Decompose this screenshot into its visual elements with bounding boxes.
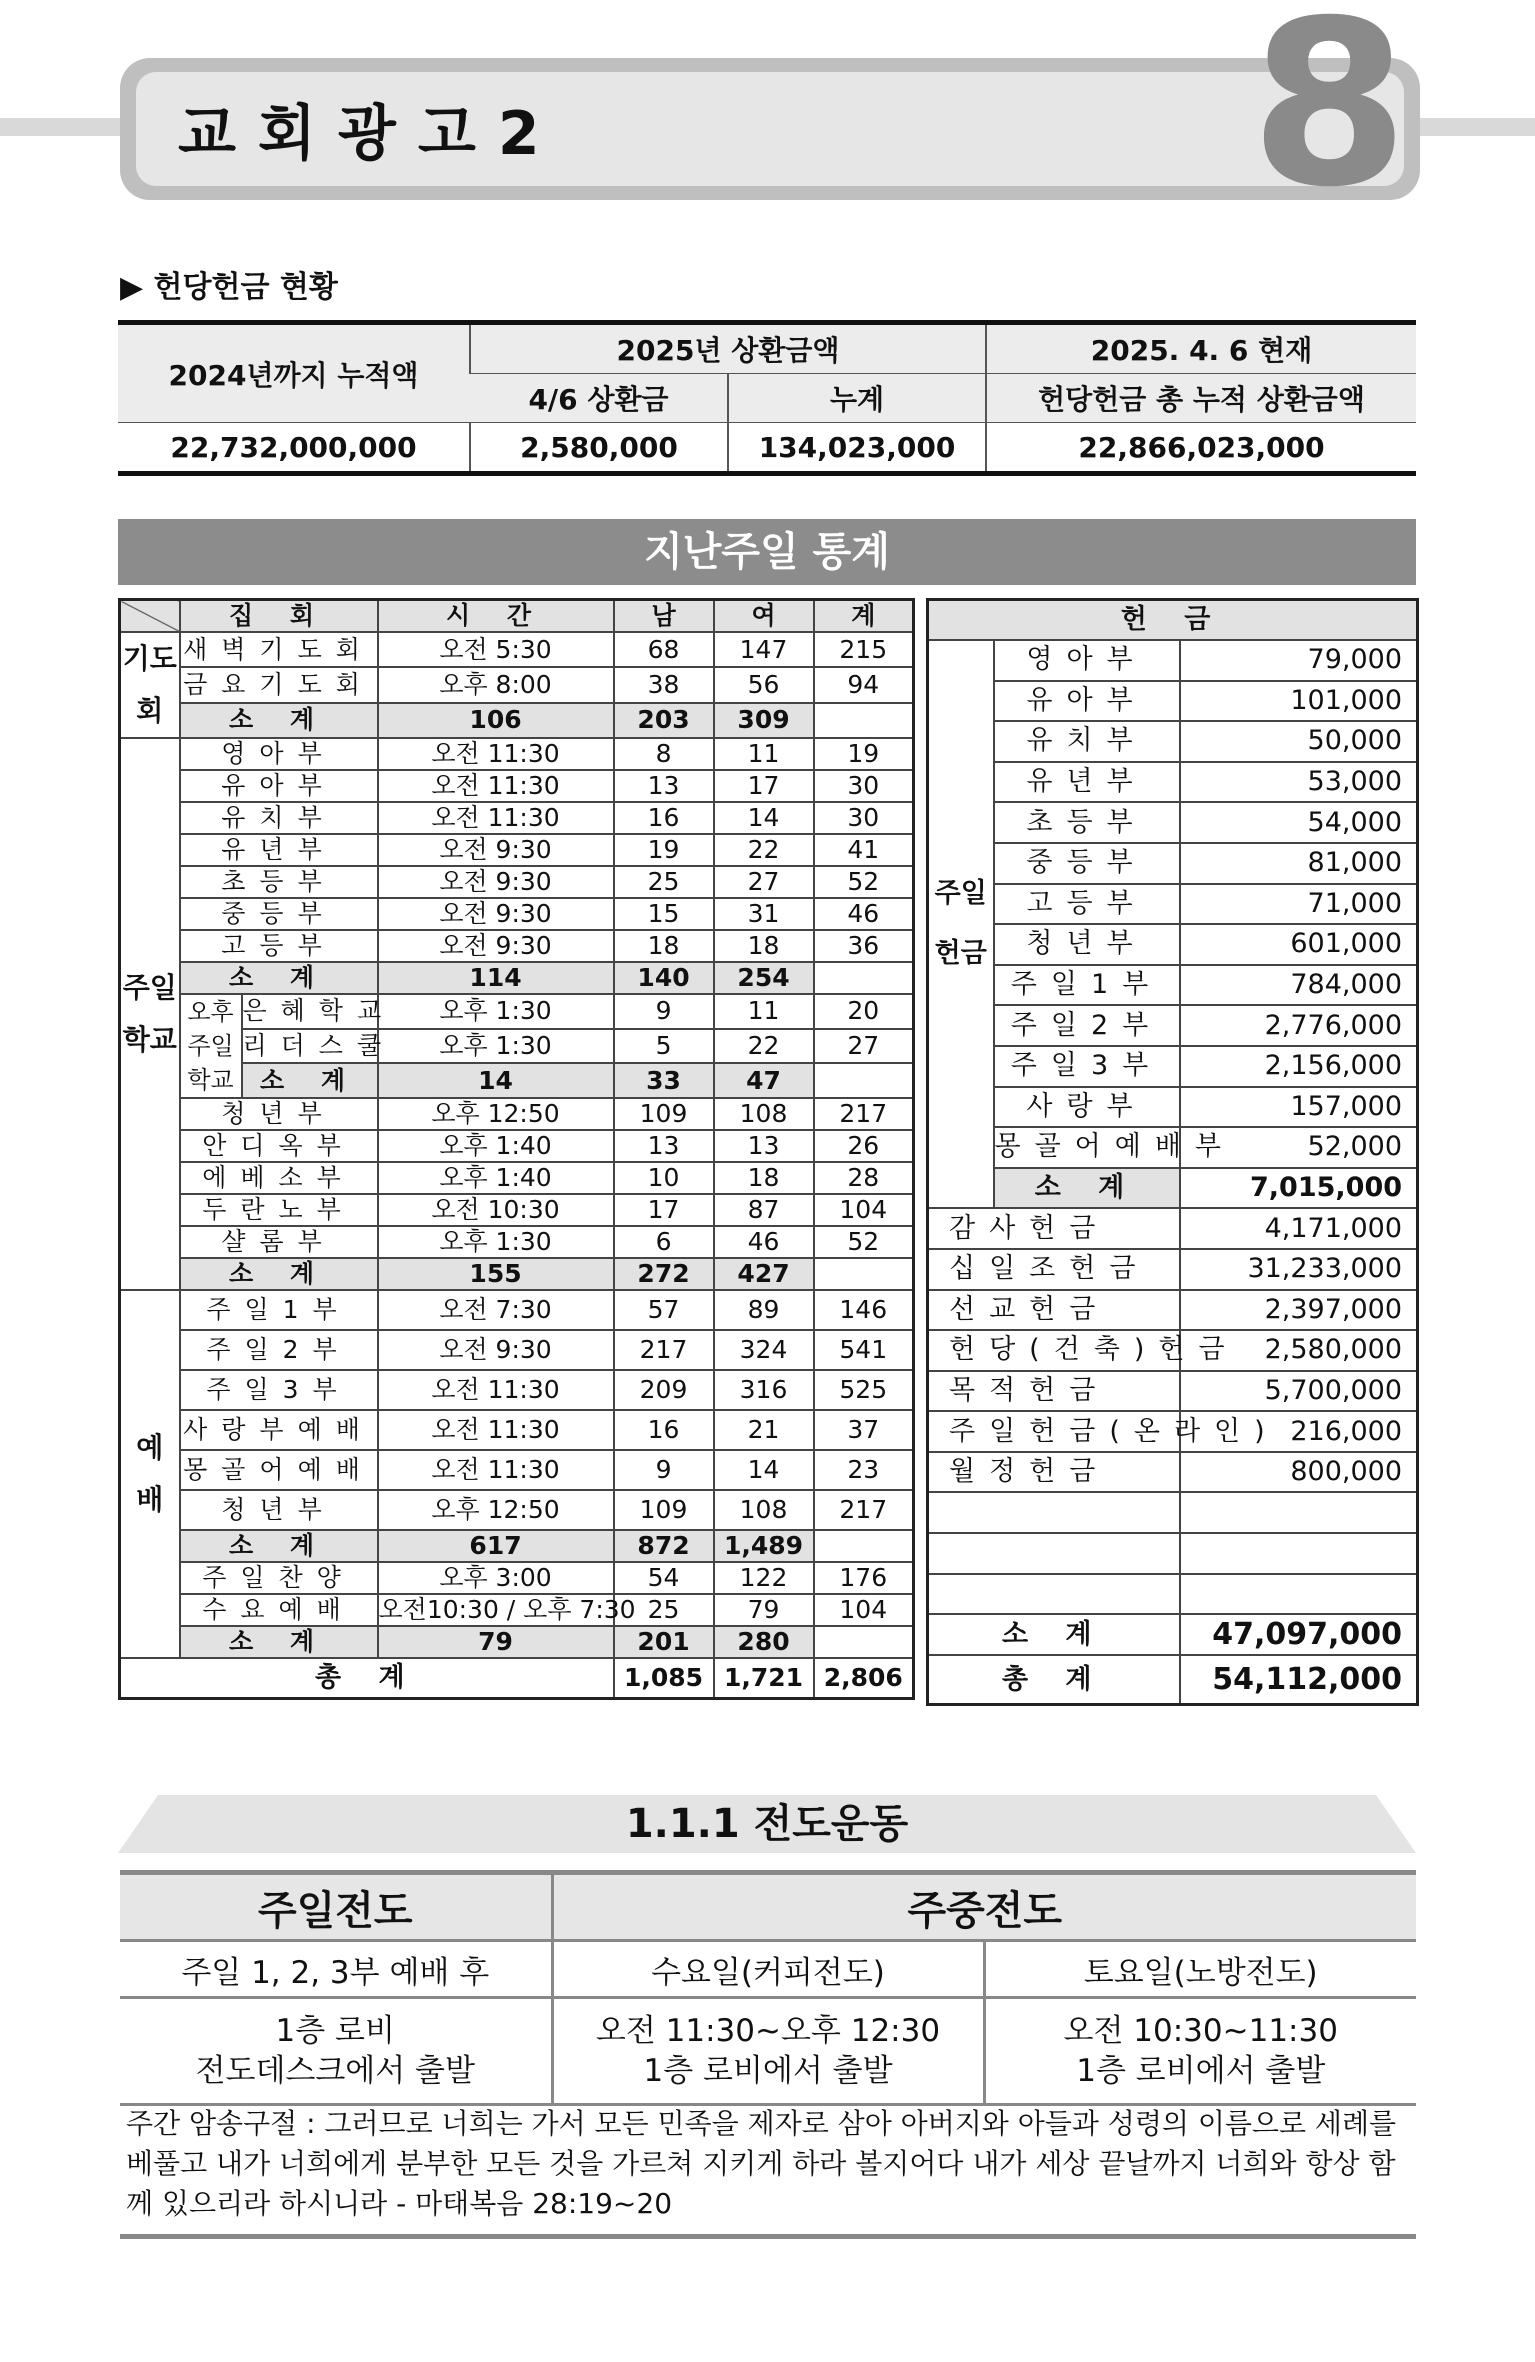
- sum-count: 46: [814, 898, 914, 930]
- female-count: 13: [714, 1130, 814, 1162]
- offering-name: 선교헌금: [928, 1290, 1180, 1331]
- male-count: 10: [614, 1162, 714, 1194]
- header-2025: 2025년 상환금액: [470, 323, 986, 374]
- meeting-header: 집 회: [180, 600, 378, 633]
- female-count: 147: [714, 632, 814, 667]
- offering-subtotal-label: 소 계: [928, 1614, 1180, 1655]
- sunday-subtotal-label: 소 계: [994, 1168, 1180, 1209]
- meeting-time: 오전 9:30: [378, 866, 614, 898]
- female-count: 14: [714, 802, 814, 834]
- corner-cell: [120, 600, 180, 633]
- page-number: 8: [1250, 0, 1409, 237]
- sunday-day: 주일 1, 2, 3부 예배 후: [120, 1941, 552, 1998]
- female-count: 11: [714, 738, 814, 770]
- sum-count: 52: [814, 866, 914, 898]
- offering-name: 초등부: [994, 802, 1180, 843]
- weekly-verse: 주간 암송구절 : 그러므로 너희는 가서 모든 민족을 제자로 삼아 아버지와 아들과 성령의 이름으로 세례를 베풀고 내가 너희에게 분부한 모든 것을 가르쳐 지키게 하라 볼지어다 내가 세상 끝날까지 너희와 항상 함께 있으리라 하시니라 - 마태복음 28:19~20: [126, 2107, 1397, 2220]
- meeting-time: 오전 11:30: [378, 1450, 614, 1490]
- male-count: 25: [614, 1594, 714, 1626]
- evangelism-title: 1.1.1 전도운동: [625, 1801, 909, 1847]
- female-total: 272: [614, 1258, 714, 1290]
- empty-cell: [1180, 1574, 1418, 1615]
- female-total: 872: [614, 1530, 714, 1562]
- meeting-name: 에베소부: [180, 1162, 378, 1194]
- offering-status-table: [118, 320, 1416, 476]
- meeting-time: 오전 9:30: [378, 1330, 614, 1370]
- meeting-name: 두란노부: [180, 1194, 378, 1226]
- sum-count: 26: [814, 1130, 914, 1162]
- empty-cell: [1180, 1492, 1418, 1533]
- offering-status-label: ▶ 헌당헌금 현황: [120, 270, 338, 305]
- meeting-time: 오전 9:30: [378, 930, 614, 962]
- offering-value: 50,000: [1180, 721, 1418, 762]
- meeting-name: 초등부: [180, 866, 378, 898]
- subtotal-label: 소 계: [180, 1258, 378, 1290]
- male-count: 17: [614, 1194, 714, 1226]
- offering-name: 헌당(건축)헌금: [928, 1330, 1180, 1371]
- header-current-2: 헌당헌금 총 누적 상환금액: [986, 374, 1416, 423]
- female-count: 46: [714, 1226, 814, 1258]
- meeting-time: 오전 11:30: [378, 1410, 614, 1450]
- empty-cell: [1180, 1533, 1418, 1574]
- sunday-detail: 1층 로비 전도데스크에서 출발: [120, 1998, 552, 2105]
- sum-count: 23: [814, 1450, 914, 1490]
- offering-value: 79,000: [1180, 640, 1418, 681]
- header-0406: 4/6 상환금: [470, 374, 728, 423]
- sum-count: 176: [814, 1562, 914, 1594]
- meeting-time: 오후 1:30: [378, 994, 614, 1029]
- male-count: 57: [614, 1290, 714, 1330]
- offering-value: 2,397,000: [1180, 1290, 1418, 1331]
- offering-value: 2,580,000: [1180, 1330, 1418, 1371]
- offering-name: 십일조헌금: [928, 1249, 1180, 1290]
- offering-value: 101,000: [1180, 681, 1418, 722]
- female-count: 324: [714, 1330, 814, 1370]
- offering-value: 52,000: [1180, 1127, 1418, 1168]
- sum-count: 217: [814, 1098, 914, 1130]
- male-count: 13: [614, 1130, 714, 1162]
- male-count: 16: [614, 802, 714, 834]
- sum-count: 41: [814, 834, 914, 866]
- offering-header: 헌 금: [928, 600, 1418, 641]
- meeting-time: 오전 11:30: [378, 770, 614, 802]
- meeting-time: 오후 3:00: [378, 1562, 614, 1594]
- bottom-rule: [120, 2234, 1416, 2239]
- male-header: 남: [614, 600, 714, 633]
- meeting-time: 오전 11:30: [378, 738, 614, 770]
- female-count: 79: [714, 1594, 814, 1626]
- male-count: 5: [614, 1029, 714, 1064]
- offering-subtotal-value: 47,097,000: [1180, 1614, 1418, 1655]
- female-count: 18: [714, 930, 814, 962]
- category-sunday-school: 주일학교: [120, 738, 180, 1290]
- sum-count: 30: [814, 770, 914, 802]
- meeting-name: 영아부: [180, 738, 378, 770]
- meeting-name: 주일3부: [180, 1370, 378, 1410]
- meeting-name: 안디옥부: [180, 1130, 378, 1162]
- male-count: 8: [614, 738, 714, 770]
- meeting-time: 오전10:30 / 오후 7:30: [378, 1595, 636, 1624]
- sum-count: 27: [814, 1029, 914, 1064]
- female-count: 11: [714, 994, 814, 1029]
- category-prayer: 기도회: [120, 632, 180, 738]
- subtotal-label: 소 계: [180, 962, 378, 994]
- header-current-1: 2025. 4. 6 현재: [986, 323, 1416, 374]
- offering-name: 몽골어예배부: [994, 1127, 1180, 1168]
- page-title: 교회광고2: [178, 99, 562, 169]
- male-count: 209: [614, 1370, 714, 1410]
- offering-name: 목적헌금: [928, 1371, 1180, 1412]
- meeting-name: 주일2부: [180, 1330, 378, 1370]
- sum-total: 254: [714, 962, 814, 994]
- meeting-time: 오전 11:30: [378, 1370, 614, 1410]
- female-count: 14: [714, 1450, 814, 1490]
- subtotal-label: 소 계: [180, 703, 378, 738]
- offering-name: 주일2부: [994, 1005, 1180, 1046]
- female-count: 17: [714, 770, 814, 802]
- male-count: 38: [614, 667, 714, 702]
- offering-table: [926, 598, 1419, 1706]
- meeting-name: 유치부: [180, 802, 378, 834]
- offering-value: 800,000: [1180, 1452, 1418, 1493]
- male-count: 217: [614, 1330, 714, 1370]
- stats-title: 지난주일 통계: [118, 519, 1416, 585]
- meeting-name: 금요기도회: [180, 667, 378, 702]
- category-afternoon-school: 오후 주일 학교: [180, 994, 242, 1098]
- female-total: 140: [614, 962, 714, 994]
- sum-count: 104: [814, 1194, 914, 1226]
- meeting-name: 사랑부예배: [180, 1410, 378, 1450]
- male-count: 109: [614, 1490, 714, 1530]
- meeting-time: 오전 10:30: [378, 1194, 614, 1226]
- male-count: 13: [614, 770, 714, 802]
- sum-count: 30: [814, 802, 914, 834]
- offering-value: 2,156,000: [1180, 1046, 1418, 1087]
- female-count: 89: [714, 1290, 814, 1330]
- male-count: 18: [614, 930, 714, 962]
- offering-value: 2,776,000: [1180, 1005, 1418, 1046]
- meeting-name: 은혜학교: [242, 994, 378, 1029]
- sum-count: 541: [814, 1330, 914, 1370]
- male-count: 54: [614, 1562, 714, 1594]
- value-current: 22,866,023,000: [986, 423, 1416, 474]
- male-count: 16: [614, 1410, 714, 1450]
- sum-count: 146: [814, 1290, 914, 1330]
- subtotal-label: 소 계: [242, 1063, 378, 1098]
- offering-value: 157,000: [1180, 1087, 1418, 1128]
- offering-name: 중등부: [994, 843, 1180, 884]
- meeting-name: 새벽기도회: [180, 632, 378, 667]
- offering-name: 고등부: [994, 884, 1180, 925]
- male-total: 617: [378, 1530, 614, 1562]
- male-count: 9: [614, 994, 714, 1029]
- meeting-name: 샬롬부: [180, 1226, 378, 1258]
- grand-sum: 2,806: [814, 1658, 914, 1698]
- empty-cell: [928, 1492, 1180, 1533]
- meeting-name: 주일찬양: [180, 1562, 378, 1594]
- empty-cell: [928, 1574, 1180, 1615]
- female-count: 108: [714, 1098, 814, 1130]
- offering-value: 4,171,000: [1180, 1208, 1418, 1249]
- meeting-time: 오전 7:30: [378, 1290, 614, 1330]
- male-total: 106: [378, 703, 614, 738]
- female-total: 201: [614, 1626, 714, 1658]
- female-total: 203: [614, 703, 714, 738]
- category-sunday-offering: 주일헌금: [928, 640, 994, 1208]
- offering-name: 유년부: [994, 762, 1180, 803]
- offering-name: 월정헌금: [928, 1452, 1180, 1493]
- offering-name: 유아부: [994, 681, 1180, 722]
- female-count: 31: [714, 898, 814, 930]
- offering-name: 주일헌금(온라인): [928, 1411, 1180, 1452]
- sum-total: 427: [714, 1258, 814, 1290]
- header-accum: 2024년까지 누적액: [118, 323, 470, 423]
- sum-count: 104: [814, 1594, 914, 1626]
- female-count: 87: [714, 1194, 814, 1226]
- meeting-time: 오전 9:30: [378, 834, 614, 866]
- offering-value: 81,000: [1180, 843, 1418, 884]
- meeting-name: 리더스쿨: [242, 1029, 378, 1064]
- sum-total: 1,489: [714, 1530, 814, 1562]
- offering-name: 주일1부: [994, 965, 1180, 1006]
- female-count: 108: [714, 1490, 814, 1530]
- subtotal-label: 소 계: [180, 1626, 378, 1658]
- male-count: 6: [614, 1226, 714, 1258]
- offering-value: 216,000: [1180, 1411, 1418, 1452]
- offering-value: 784,000: [1180, 965, 1418, 1006]
- meeting-time: 오후 12:50: [378, 1098, 614, 1130]
- meeting-time: 오후 8:00: [378, 667, 614, 702]
- meeting-time: 오전 11:30: [378, 802, 614, 834]
- sum-count: 20: [814, 994, 914, 1029]
- male-count: 68: [614, 632, 714, 667]
- male-total: 14: [378, 1063, 614, 1098]
- wednesday-detail: 오전 11:30~오후 12:30 1층 로비에서 출발: [552, 1998, 984, 2105]
- meeting-name: 중등부: [180, 898, 378, 930]
- offering-value: 601,000: [1180, 924, 1418, 965]
- offering-name: 주일3부: [994, 1046, 1180, 1087]
- male-total: 155: [378, 1258, 614, 1290]
- offering-value: 5,700,000: [1180, 1371, 1418, 1412]
- weekday-evangelism-header: 주중전도: [552, 1873, 1416, 1941]
- value-0406: 2,580,000: [470, 423, 728, 474]
- evangelism-table: [120, 1870, 1416, 2106]
- male-count: 19: [614, 834, 714, 866]
- female-header: 여: [714, 600, 814, 633]
- offering-name: 영아부: [994, 640, 1180, 681]
- meeting-name: 고등부: [180, 930, 378, 962]
- sum-total: 309: [714, 703, 814, 738]
- sum-header: 계: [814, 600, 914, 633]
- meeting-name: 몽골어예배: [180, 1450, 378, 1490]
- meeting-time: 오후 1:30: [378, 1226, 614, 1258]
- grand-male: 1,085: [614, 1658, 714, 1698]
- sum-count: 217: [814, 1490, 914, 1530]
- male-count: 25: [614, 866, 714, 898]
- male-count: 9: [614, 1450, 714, 1490]
- offering-name: 감사헌금: [928, 1208, 1180, 1249]
- offering-value: 54,000: [1180, 802, 1418, 843]
- meeting-time: 오후 1:40: [378, 1130, 614, 1162]
- sunday-evangelism-header: 주일전도: [120, 1873, 552, 1941]
- female-count: 22: [714, 1029, 814, 1064]
- female-count: 22: [714, 834, 814, 866]
- male-total: 114: [378, 962, 614, 994]
- empty-cell: [928, 1533, 1180, 1574]
- category-worship: 예 배: [120, 1290, 180, 1658]
- female-count: 56: [714, 667, 814, 702]
- meeting-name: 청년부: [180, 1490, 378, 1530]
- meeting-name: 유아부: [180, 770, 378, 802]
- header-total: 누계: [728, 374, 986, 423]
- value-accum: 22,732,000,000: [118, 423, 470, 474]
- sum-count: 525: [814, 1370, 914, 1410]
- offering-value: 53,000: [1180, 762, 1418, 803]
- meeting-name: 주일1부: [180, 1290, 378, 1330]
- female-count: 27: [714, 866, 814, 898]
- attendance-table: [118, 598, 915, 1700]
- sum-count: 28: [814, 1162, 914, 1194]
- male-count: 109: [614, 1098, 714, 1130]
- grand-total-label: 총 계: [120, 1658, 614, 1698]
- offering-value: 31,233,000: [1180, 1249, 1418, 1290]
- sum-count: 52: [814, 1226, 914, 1258]
- meeting-time: 오후 1:40: [378, 1162, 614, 1194]
- saturday-day: 토요일(노방전도): [984, 1941, 1416, 1998]
- male-total: 79: [378, 1626, 614, 1658]
- subtotal-label: 소 계: [180, 1530, 378, 1562]
- female-count: 316: [714, 1370, 814, 1410]
- offering-grand-label: 총 계: [928, 1655, 1180, 1705]
- female-count: 18: [714, 1162, 814, 1194]
- meeting-time: 오전 9:30: [378, 898, 614, 930]
- meeting-time: 오전 5:30: [378, 632, 614, 667]
- sum-count: 215: [814, 632, 914, 667]
- offering-grand-value: 54,112,000: [1180, 1655, 1418, 1705]
- offering-name: 사랑부: [994, 1087, 1180, 1128]
- meeting-name: 유년부: [180, 834, 378, 866]
- wednesday-day: 수요일(커피전도): [552, 1941, 984, 1998]
- offering-name: 청년부: [994, 924, 1180, 965]
- meeting-name: 수요예배: [180, 1594, 378, 1626]
- female-count: 21: [714, 1410, 814, 1450]
- sum-total: 280: [714, 1626, 814, 1658]
- sum-count: 19: [814, 738, 914, 770]
- meeting-time: 오후 12:50: [378, 1490, 614, 1530]
- meeting-name: 청년부: [180, 1098, 378, 1130]
- sum-count: 36: [814, 930, 914, 962]
- sum-count: 94: [814, 667, 914, 702]
- female-total: 33: [614, 1063, 714, 1098]
- value-total: 134,023,000: [728, 423, 986, 474]
- male-count: 15: [614, 898, 714, 930]
- meeting-time: 오후 1:30: [378, 1029, 614, 1064]
- sunday-subtotal-value: 7,015,000: [1180, 1168, 1418, 1209]
- grand-female: 1,721: [714, 1658, 814, 1698]
- female-count: 122: [714, 1562, 814, 1594]
- sum-total: 47: [714, 1063, 814, 1098]
- offering-name: 유치부: [994, 721, 1180, 762]
- time-header: 시 간: [378, 600, 614, 633]
- offering-value: 71,000: [1180, 884, 1418, 925]
- saturday-detail: 오전 10:30~11:30 1층 로비에서 출발: [984, 1998, 1416, 2105]
- sum-count: 37: [814, 1410, 914, 1450]
